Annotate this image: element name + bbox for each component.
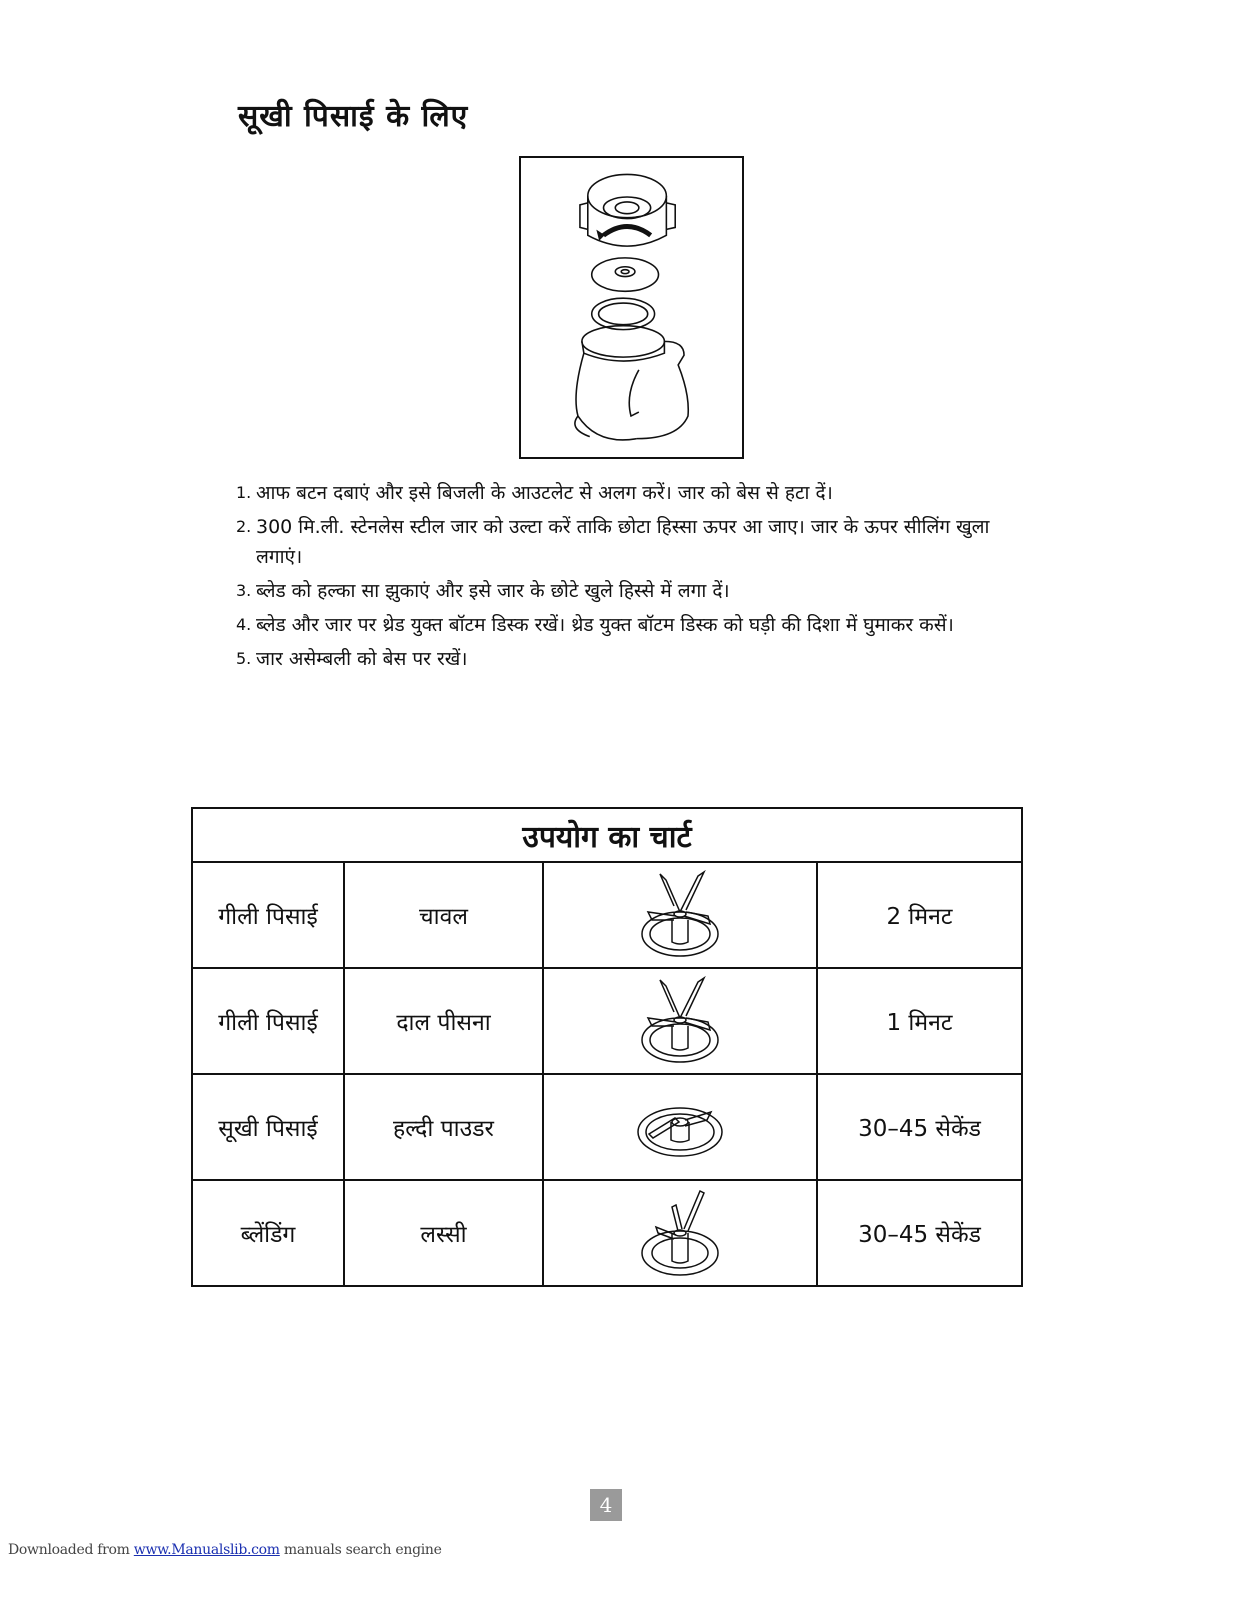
instruction-list bbox=[236, 478, 996, 678]
footer-prefix: Downloaded from bbox=[8, 1542, 134, 1558]
manualslib-link[interactable]: www.Manualslib.com bbox=[133, 1542, 280, 1558]
step-text: ब्लेड को हल्का सा झुकाएं और इसे जार के छोटे खुले हिस्से में लगा दें। bbox=[256, 580, 730, 602]
blade-cell bbox=[543, 1074, 817, 1180]
blade-cell bbox=[543, 862, 817, 968]
blade-cell bbox=[543, 1180, 817, 1286]
item-cell: लस्सी bbox=[344, 1180, 543, 1286]
footer-suffix: manuals search engine bbox=[279, 1542, 442, 1558]
wet-grinding-blade-icon bbox=[638, 870, 722, 960]
item-cell: चावल bbox=[344, 862, 543, 968]
usage-chart-title: उपयोग का चार्ट bbox=[192, 808, 1022, 862]
list-item bbox=[236, 610, 996, 640]
mode-cell: गीली पिसाई bbox=[192, 862, 344, 968]
mode-cell: ब्लेंडिंग bbox=[192, 1180, 344, 1286]
step-text: ब्लेड और जार पर थ्रेड युक्त बॉटम डिस्क रखें। थ्रेड युक्त बॉटम डिस्क को घड़ी की दिशा में घुमाकर कसें। bbox=[256, 614, 954, 636]
step-text: आफ बटन दबाएं और इसे बिजली के आउटलेट से अलग करें। जार को बेस से हटा दें। bbox=[256, 482, 833, 504]
step-number: 4. bbox=[236, 615, 252, 634]
step-number: 5. bbox=[236, 649, 252, 668]
mode-cell: सूखी पिसाई bbox=[192, 1074, 344, 1180]
usage-chart-table bbox=[191, 807, 1023, 1287]
mode-cell: गीली पिसाई bbox=[192, 968, 344, 1074]
blending-blade-icon bbox=[638, 1187, 722, 1279]
dry-grinding-blade-icon bbox=[635, 1092, 725, 1162]
page-number: 4 bbox=[590, 1489, 622, 1521]
list-item bbox=[236, 512, 996, 572]
page-title: सूखी पिसाई के लिए bbox=[238, 99, 469, 134]
table-row bbox=[192, 1074, 1022, 1180]
item-cell: हल्दी पाउडर bbox=[344, 1074, 543, 1180]
step-text: 300 मि.ली. स्टेनलेस स्टील जार को उल्टा करें ताकि छोटा हिस्सा ऊपर आ जाए। जार के ऊपर सीलिंग खुला लगाएं। bbox=[256, 516, 990, 568]
table-row bbox=[192, 1180, 1022, 1286]
time-cell: 30–45 सेकेंड bbox=[817, 1180, 1022, 1286]
list-item bbox=[236, 644, 996, 674]
jar-assembly-illustration bbox=[519, 156, 744, 459]
wet-grinding-blade-icon bbox=[638, 976, 722, 1066]
jar-assembly-drawing bbox=[521, 158, 742, 457]
table-row bbox=[192, 862, 1022, 968]
step-number: 2. bbox=[236, 517, 252, 536]
blade-cell bbox=[543, 968, 817, 1074]
item-cell: दाल पीसना bbox=[344, 968, 543, 1074]
time-cell: 1 मिनट bbox=[817, 968, 1022, 1074]
time-cell: 30–45 सेकेंड bbox=[817, 1074, 1022, 1180]
table-row bbox=[192, 968, 1022, 1074]
time-cell: 2 मिनट bbox=[817, 862, 1022, 968]
step-text: जार असेम्बली को बेस पर रखें। bbox=[256, 648, 468, 670]
step-number: 3. bbox=[236, 581, 252, 600]
step-number: 1. bbox=[236, 483, 252, 502]
list-item bbox=[236, 576, 996, 606]
list-item bbox=[236, 478, 996, 508]
footer bbox=[8, 1542, 442, 1558]
